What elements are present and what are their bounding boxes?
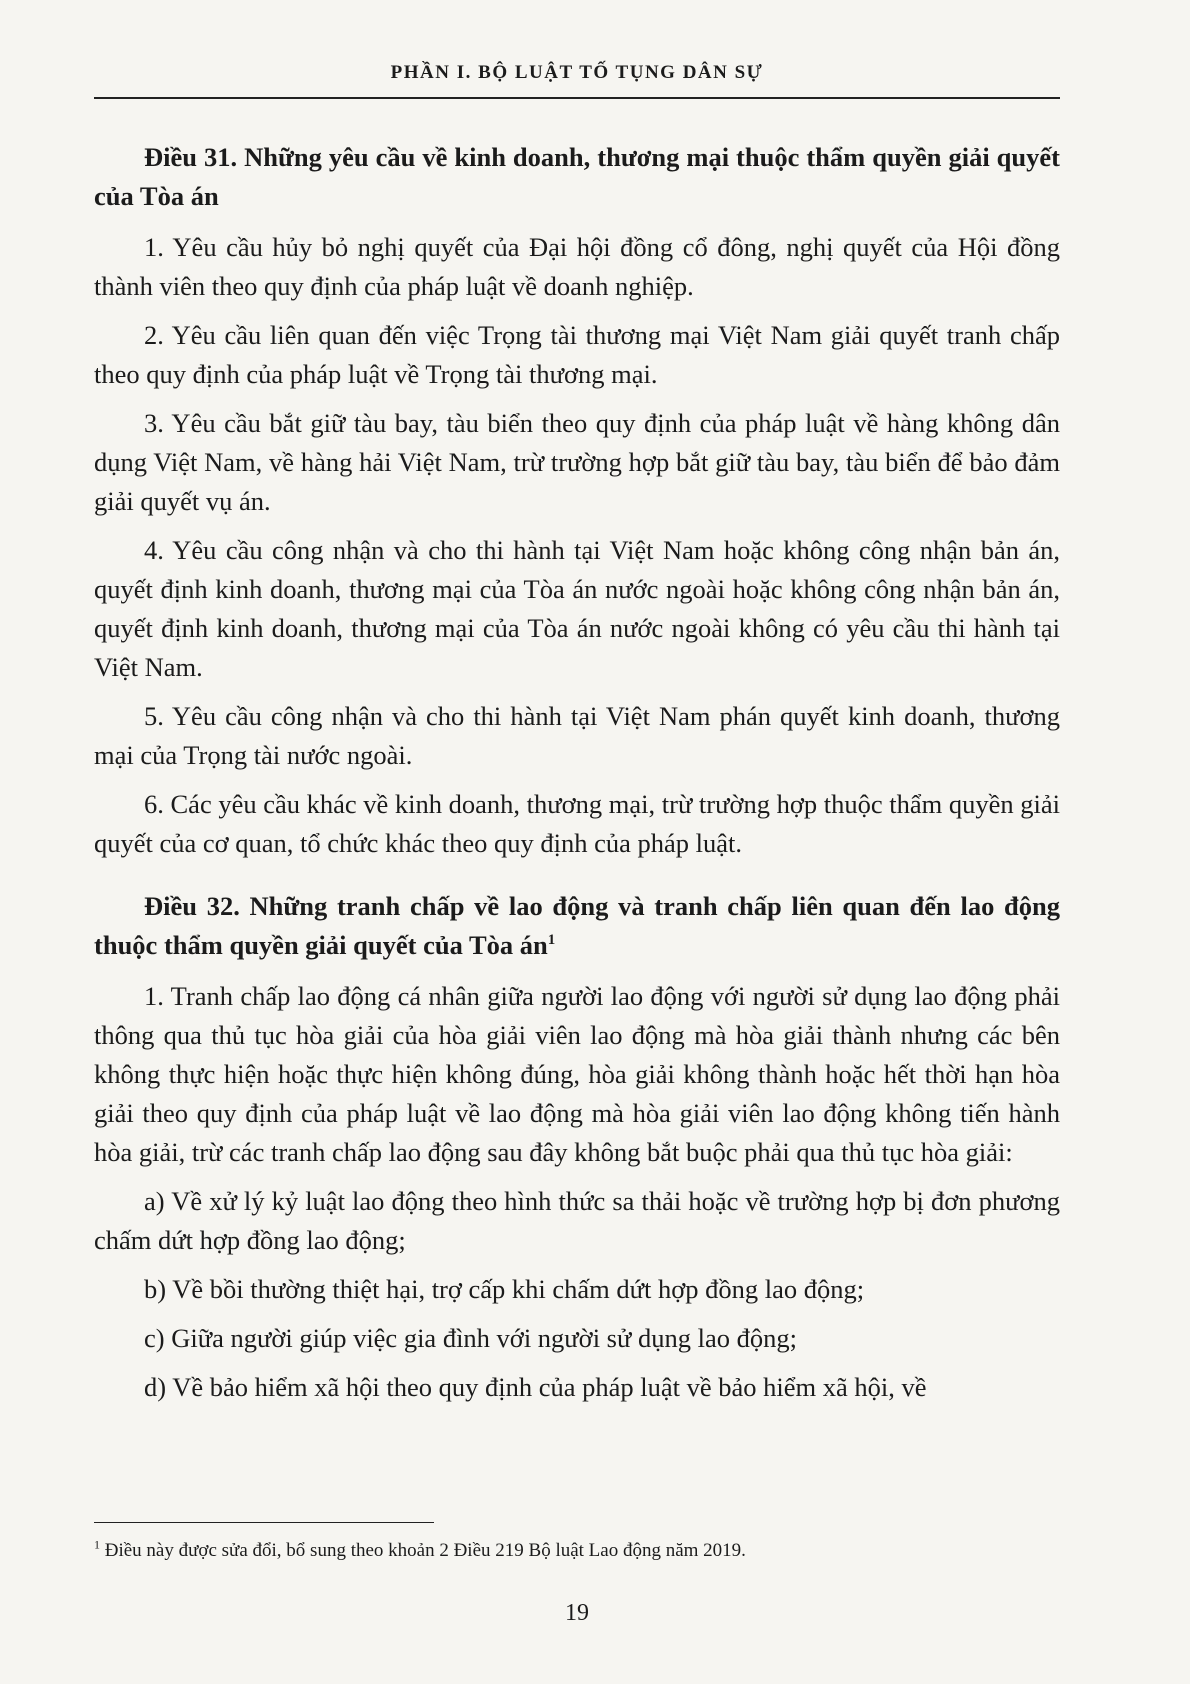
page-number: 19 bbox=[565, 1600, 589, 1626]
footnote-marker: 1 bbox=[94, 1537, 100, 1552]
article-31-clause-6: 6. Các yêu cầu khác về kinh doanh, thương mại, trừ trường hợp thuộc thẩm quyền giải quyết của cơ quan, tổ chức khác theo quy định của pháp luật. bbox=[94, 789, 1060, 858]
page-body bbox=[94, 138, 1060, 1417]
article-31-clause-1: 1. Yêu cầu hủy bỏ nghị quyết của Đại hội đồng cổ đông, nghị quyết của Hội đồng thành viên theo quy định của pháp luật về doanh nghiệp. bbox=[94, 232, 1060, 301]
article-32-title: Điều 32. Những tranh chấp về lao động và tranh chấp liên quan đến lao động thuộc thẩm quyền giải quyết của Tòa $án^1$ bbox=[94, 891, 1060, 960]
article-31-clause-3: 3. Yêu cầu bắt giữ tàu bay, tàu biển theo quy định của pháp luật về hàng không dân dụng Việt Nam, về hàng hải Việt Nam, trừ trường hợp bắt giữ tàu bay, tàu biển để bảo đảm giải quyết vụ án. bbox=[94, 408, 1060, 516]
footnote-rule bbox=[94, 1522, 434, 1523]
article-32-clause-1: 1. Tranh chấp lao động cá nhân giữa người lao động với người sử dụng lao động phải thông qua thủ tục hòa giải của hòa giải viên lao động mà hòa giải thành nhưng các bên không thực hiện hoặc thực hiện không đúng, hòa giải không thành hoặc hết thời hạn hòa giải theo quy định của pháp luật về lao động mà hòa giải viên lao động không tiến hành hòa giải, trừ các tranh chấp lao động sau đây không bắt buộc phải qua thủ tục hòa giải: bbox=[94, 981, 1060, 1167]
article-31-clause-5: 5. Yêu cầu công nhận và cho thi hành tại Việt Nam phán quyết kinh doanh, thương mại của Trọng tài nước ngoài. bbox=[94, 701, 1060, 770]
article-32-point-d: d) Về bảo hiểm xã hội theo quy định của pháp luật về bảo hiểm xã hội, về bbox=[144, 1372, 927, 1402]
article-31-clause-4: 4. Yêu cầu công nhận và cho thi hành tại Việt Nam hoặc không công nhận bản án, quyết định kinh doanh, thương mại của Tòa án nước ngoài hoặc không công nhận bản án, quyết định kinh doanh, thương mại của Tòa án nước ngoài không có yêu cầu thi hành tại Việt Nam. bbox=[94, 535, 1060, 682]
footnote-reference[interactable]: 1 bbox=[547, 932, 556, 949]
article-spacer bbox=[94, 873, 1060, 887]
article-32-point-b: b) Về bồi thường thiệt hại, trợ cấp khi chấm dứt hợp đồng lao động; bbox=[144, 1274, 865, 1304]
footnote-text: Điều này được sửa đổi, bổ sung theo khoản 2 Điều 219 Bộ luật Lao động năm 2019. bbox=[104, 1540, 746, 1561]
footnote bbox=[94, 1538, 1060, 1564]
article-31-clause-2: 2. Yêu cầu liên quan đến việc Trọng tài thương mại Việt Nam giải quyết tranh chấp theo quy định của pháp luật về Trọng tài thương mại. bbox=[94, 320, 1060, 389]
article-32-point-a: a) Về xử lý kỷ luật lao động theo hình thức sa thải hoặc về trường hợp bị đơn phương chấm dứt hợp đồng lao động; bbox=[94, 1186, 1060, 1255]
article-31-title: Điều 31. Những yêu cầu về kinh doanh, thương mại thuộc thẩm quyền giải quyết của Tòa án bbox=[94, 142, 1060, 211]
header-rule bbox=[94, 97, 1060, 99]
running-header: PHẦN I. BỘ LUẬT TỐ TỤNG DÂN SỰ bbox=[390, 62, 764, 83]
article-32-point-c: c) Giữa người giúp việc gia đình với người sử dụng lao động; bbox=[144, 1323, 797, 1353]
